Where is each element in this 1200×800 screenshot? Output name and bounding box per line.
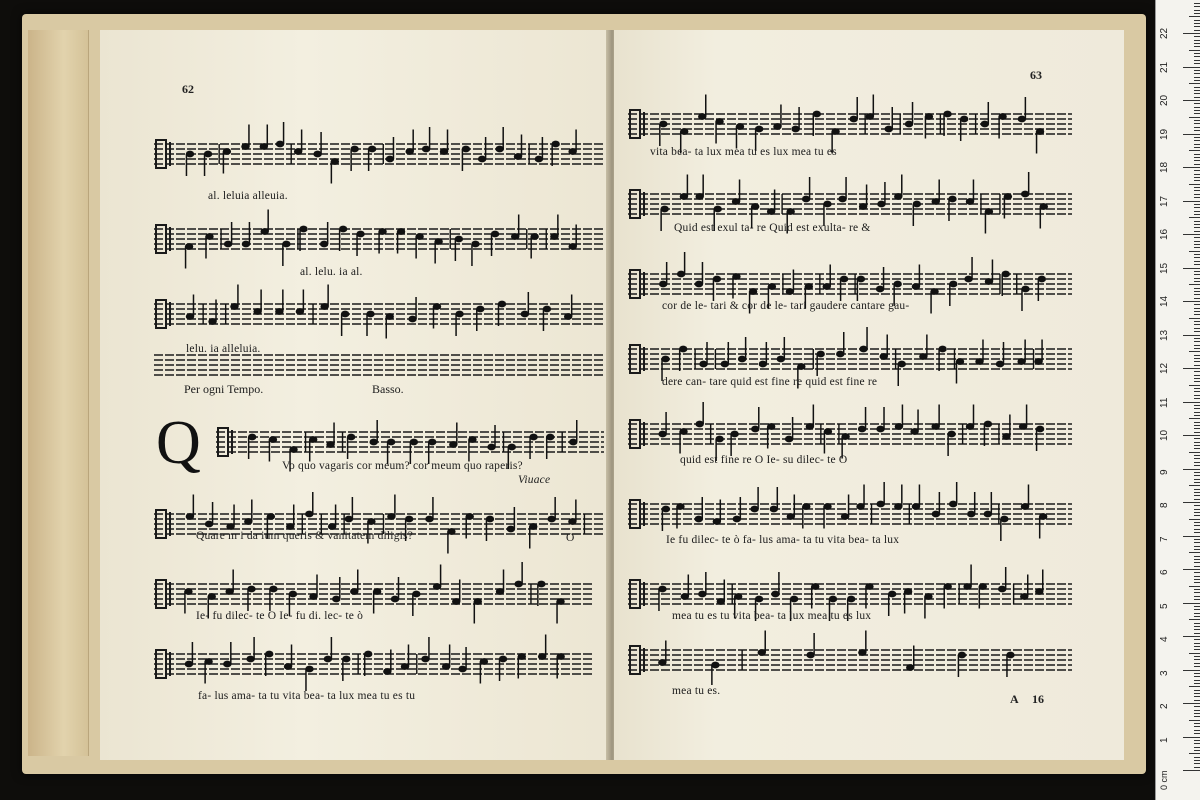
- ruler-tick: [1194, 137, 1200, 138]
- right-page: [614, 30, 1124, 760]
- ruler-tick: [1194, 157, 1200, 158]
- ruler-tick: [1194, 646, 1200, 647]
- ruler-tick: [1194, 690, 1200, 691]
- ruler-tick: [1194, 298, 1200, 299]
- ruler-tick: [1194, 462, 1200, 463]
- ruler-tick: [1194, 70, 1200, 71]
- ruler-tick: [1194, 247, 1200, 248]
- ruler-tick: [1194, 365, 1200, 366]
- lyric-line: Ie fu dilec- te ò fa- lus ama- ta tu vita bea- ta lux: [666, 534, 900, 546]
- ruler-tick: [1194, 629, 1200, 630]
- ruler-tick: [1194, 3, 1200, 4]
- ruler-tick: [1194, 358, 1200, 359]
- ruler-tick: [1194, 211, 1200, 212]
- ruler-tick: [1194, 542, 1200, 543]
- ruler-tick: [1189, 184, 1200, 185]
- lyric-line: fa- lus ama- ta tu vita bea- ta lux mea tu es tu: [198, 690, 416, 702]
- ruler-tick: [1194, 458, 1200, 459]
- ruler-tick: [1194, 53, 1200, 54]
- ruler-tick: [1194, 241, 1200, 242]
- ruler-tick: [1194, 274, 1200, 275]
- ruler-tick: [1189, 16, 1200, 17]
- ruler-tick: [1194, 341, 1200, 342]
- ruler-tick: [1183, 301, 1200, 302]
- ruler-tick: [1194, 87, 1200, 88]
- ruler-tick: [1194, 716, 1200, 717]
- ruler-tick: [1194, 616, 1200, 617]
- ruler-tick: [1194, 596, 1200, 597]
- ruler-tick: [1194, 381, 1200, 382]
- ruler-tick: [1183, 636, 1200, 637]
- ruler-tick: [1194, 207, 1200, 208]
- ruler-tick: [1194, 77, 1200, 78]
- ruler-tick: [1194, 13, 1200, 14]
- ruler-tick: [1194, 428, 1200, 429]
- ruler-tick: [1194, 348, 1200, 349]
- ruler-tick: [1183, 100, 1200, 101]
- ruler-tick: [1189, 284, 1200, 285]
- ruler-tick: [1189, 83, 1200, 84]
- ruler-tick: [1194, 713, 1200, 714]
- tempo-marking: Viuace: [518, 474, 551, 486]
- ruler-cm-label: 14: [1159, 295, 1170, 307]
- ruler-tick: [1194, 683, 1200, 684]
- ruler-tick: [1189, 485, 1200, 486]
- ruler-cm-label: 4: [1159, 636, 1170, 642]
- ruler-tick: [1194, 231, 1200, 232]
- ruler-tick: [1194, 46, 1200, 47]
- ruler-tick: [1194, 177, 1200, 178]
- ruler-tick: [1194, 747, 1200, 748]
- ruler-tick: [1194, 93, 1200, 94]
- ruler-tick: [1194, 482, 1200, 483]
- ruler-tick: [1194, 763, 1200, 764]
- ruler-tick: [1194, 264, 1200, 265]
- ruler-tick: [1194, 20, 1200, 21]
- ruler-tick: [1194, 442, 1200, 443]
- ruler-tick: [1194, 743, 1200, 744]
- ruler-tick: [1183, 368, 1200, 369]
- ruler-cm-label: 9: [1159, 468, 1170, 475]
- ruler-cm-label: 19: [1159, 128, 1170, 140]
- ruler-tick: [1194, 60, 1200, 61]
- ruler-tick: [1194, 532, 1200, 533]
- ruler-tick: [1194, 455, 1200, 456]
- ruler-tick: [1194, 723, 1200, 724]
- ruler-tick: [1194, 757, 1200, 758]
- ruler-tick: [1183, 268, 1200, 269]
- ruler-tick: [1194, 559, 1200, 560]
- ruler-tick: [1194, 733, 1200, 734]
- ruler-tick: [1194, 80, 1200, 81]
- ruler-tick: [1194, 147, 1200, 148]
- ruler-tick: [1194, 405, 1200, 406]
- ruler-tick: [1189, 50, 1200, 51]
- ruler-tick: [1194, 328, 1200, 329]
- ruler-tick: [1194, 110, 1200, 111]
- lyric-line: Quare m i da ium queris & vanitatem diligis?: [196, 530, 414, 542]
- ruler-tick: [1194, 288, 1200, 289]
- ruler-tick: [1183, 234, 1200, 235]
- lyric-line: lelu. ia alleluia.: [186, 343, 261, 355]
- ruler-tick: [1189, 150, 1200, 151]
- ruler-tick: [1194, 63, 1200, 64]
- ruler-tick: [1194, 509, 1200, 510]
- ruler-tick: [1194, 123, 1200, 124]
- lyric-line: dere can- tare quid est fine re quid est fine re: [662, 376, 878, 388]
- ruler-tick: [1194, 693, 1200, 694]
- ruler-tick: [1194, 140, 1200, 141]
- ruler-tick: [1189, 552, 1200, 553]
- ruler-tick: [1194, 556, 1200, 557]
- ruler-tick: [1194, 582, 1200, 583]
- ruler-cm-label: 5: [1159, 602, 1170, 609]
- ruler-tick: [1194, 73, 1200, 74]
- ruler-tick: [1194, 599, 1200, 600]
- ruler-tick: [1194, 221, 1200, 222]
- page-number: 63: [1030, 68, 1042, 82]
- ruler-tick: [1194, 26, 1200, 27]
- ruler-tick: [1194, 649, 1200, 650]
- lyric-line: cor de le- tari & cor de le- tari gaudere cantare gau-: [662, 300, 910, 312]
- signature-mark: A: [1010, 692, 1019, 706]
- lyric-line: mea tu es tu vita bea- ta lux mea tu es lux: [672, 610, 872, 622]
- ruler-tick: [1194, 495, 1200, 496]
- ruler-tick: [1194, 395, 1200, 396]
- page-number: 62: [182, 82, 194, 96]
- ruler-tick: [1194, 475, 1200, 476]
- ruler-tick: [1194, 308, 1200, 309]
- ruler-tick: [1194, 23, 1200, 24]
- ruler-tick: [1194, 30, 1200, 31]
- ruler-tick: [1189, 452, 1200, 453]
- ruler-cm-label: 17: [1159, 195, 1170, 207]
- ruler-tick: [1194, 566, 1200, 567]
- ruler-tick: [1194, 589, 1200, 590]
- ruler-tick: [1194, 576, 1200, 577]
- ruler-tick: [1194, 522, 1200, 523]
- ruler-tick: [1189, 418, 1200, 419]
- ruler-tick: [1183, 402, 1200, 403]
- ruler-tick: [1189, 686, 1200, 687]
- ruler-tick: [1194, 592, 1200, 593]
- ruler-tick: [1194, 666, 1200, 667]
- ruler-tick: [1194, 398, 1200, 399]
- ruler-tick: [1194, 740, 1200, 741]
- ruler-cm-label: 8: [1159, 502, 1170, 508]
- ruler-tick: [1183, 737, 1200, 738]
- ruler-tick: [1194, 673, 1200, 674]
- drop-cap-initial: Q: [156, 409, 201, 477]
- ruler-tick: [1194, 113, 1200, 114]
- ruler-cm-label: 6: [1159, 569, 1170, 575]
- music-staff: [154, 480, 604, 560]
- ruler-tick: [1194, 103, 1200, 104]
- ruler-tick: [1194, 696, 1200, 697]
- ruler-tick: [1194, 730, 1200, 731]
- ruler-tick: [1194, 676, 1200, 677]
- ruler-cm-label: 16: [1159, 228, 1170, 240]
- ruler-cm-label: 22: [1159, 27, 1170, 39]
- ruler-tick: [1183, 134, 1200, 135]
- ruler-tick: [1194, 539, 1200, 540]
- ruler-tick: [1194, 529, 1200, 530]
- left-page: [100, 30, 610, 760]
- ruler-tick: [1194, 448, 1200, 449]
- ruler-tick: [1189, 753, 1200, 754]
- ruler-tick: [1189, 586, 1200, 587]
- music-staff: [154, 195, 604, 275]
- ruler-tick: [1194, 512, 1200, 513]
- ruler-tick: [1183, 33, 1200, 34]
- ruler-tick: [1189, 217, 1200, 218]
- ruler-tick: [1194, 492, 1200, 493]
- ruler-tick: [1194, 378, 1200, 379]
- ruler-tick: [1183, 167, 1200, 168]
- ruler-tick: [1194, 606, 1200, 607]
- ruler-tick: [1183, 502, 1200, 503]
- ruler-tick: [1194, 412, 1200, 413]
- ruler-tick: [1189, 619, 1200, 620]
- exclamation: O: [566, 532, 575, 544]
- ruler-tick: [1194, 304, 1200, 305]
- ruler-tick: [1194, 127, 1200, 128]
- ruler-tick: [1194, 174, 1200, 175]
- ruler-cm-label: 3: [1159, 669, 1170, 676]
- ruler-cm-label: 1: [1159, 736, 1170, 743]
- music-staff: [154, 620, 594, 700]
- ruler-tick: [1194, 281, 1200, 282]
- page-block-edge: [28, 30, 89, 756]
- ruler-tick: [1194, 613, 1200, 614]
- ruler-tick: [1194, 43, 1200, 44]
- ruler-tick: [1194, 489, 1200, 490]
- ruler-tick: [1194, 388, 1200, 389]
- ruler-tick: [1194, 261, 1200, 262]
- ruler-tick: [1183, 469, 1200, 470]
- ruler-tick: [1194, 271, 1200, 272]
- ruler-tick: [1194, 90, 1200, 91]
- ruler-tick: [1194, 345, 1200, 346]
- ruler-tick: [1194, 97, 1200, 98]
- ruler-tick: [1194, 170, 1200, 171]
- ruler-tick: [1194, 408, 1200, 409]
- empty-staff: [154, 330, 604, 390]
- ruler-tick: [1189, 117, 1200, 118]
- ruler-tick: [1194, 244, 1200, 245]
- ruler-tick: [1183, 201, 1200, 202]
- ruler-tick: [1194, 36, 1200, 37]
- ruler-tick: [1194, 546, 1200, 547]
- ruler-tick: [1189, 318, 1200, 319]
- ruler-tick: [1194, 214, 1200, 215]
- ruler-tick: [1194, 375, 1200, 376]
- ruler-tick: [1194, 257, 1200, 258]
- ruler-tick: [1194, 144, 1200, 145]
- ruler-tick: [1194, 197, 1200, 198]
- ruler-tick: [1194, 579, 1200, 580]
- ruler-tick: [1194, 314, 1200, 315]
- ruler-tick: [1194, 499, 1200, 500]
- ruler-tick: [1194, 190, 1200, 191]
- ruler-cm-label: 15: [1159, 262, 1170, 274]
- ruler-tick: [1183, 536, 1200, 537]
- ruler-cm-label: 12: [1159, 362, 1170, 374]
- ruler-tick: [1194, 254, 1200, 255]
- ruler-unit-label: 0 cm: [1159, 770, 1169, 790]
- ruler-tick: [1194, 294, 1200, 295]
- ruler-tick: [1194, 425, 1200, 426]
- signature-number: 16: [1032, 692, 1044, 706]
- ruler-tick: [1194, 750, 1200, 751]
- ruler-tick: [1189, 653, 1200, 654]
- ruler-tick: [1194, 154, 1200, 155]
- ruler-tick: [1189, 351, 1200, 352]
- ruler-tick: [1194, 549, 1200, 550]
- ruler-tick: [1194, 680, 1200, 681]
- ruler-cm-label: 20: [1159, 94, 1170, 106]
- ruler-tick: [1183, 670, 1200, 671]
- ruler-tick: [1194, 479, 1200, 480]
- ruler-tick: [1194, 445, 1200, 446]
- ruler-tick: [1194, 415, 1200, 416]
- ruler-tick: [1194, 291, 1200, 292]
- ruler-tick: [1194, 10, 1200, 11]
- ruler-tick: [1194, 180, 1200, 181]
- ruler-tick: [1194, 120, 1200, 121]
- ruler-tick: [1189, 519, 1200, 520]
- lyric-line: vita bea- ta lux mea tu es lux mea tu es: [650, 146, 837, 158]
- lyric-line: Quid est exul ta- re Quid est exulta- re &: [674, 222, 871, 234]
- ruler-cm-label: 18: [1159, 161, 1170, 173]
- ruler-tick: [1194, 338, 1200, 339]
- section-caption: Per ogni Tempo.: [184, 382, 264, 396]
- lyric-line: mea tu es.: [672, 685, 721, 697]
- ruler-tick: [1194, 371, 1200, 372]
- ruler-tick: [1194, 643, 1200, 644]
- ruler-tick: [1194, 164, 1200, 165]
- ruler-cm-label: 13: [1159, 329, 1170, 341]
- ruler-tick: [1194, 422, 1200, 423]
- ruler-cm-label: 21: [1159, 61, 1170, 73]
- lyric-line: Vo quo vagaris cor meum? cor meum quo raperis?: [282, 460, 523, 472]
- ruler-tick: [1194, 639, 1200, 640]
- ruler-tick: [1183, 335, 1200, 336]
- ruler-tick: [1194, 659, 1200, 660]
- lyric-line: Ie- fu dilec- te O Ie- fu di. lec- te ò: [196, 610, 364, 622]
- ruler-tick: [1183, 703, 1200, 704]
- measurement-ruler: [1155, 0, 1200, 800]
- ruler-tick: [1194, 331, 1200, 332]
- ruler-tick: [1194, 194, 1200, 195]
- ruler-cm-label: 10: [1159, 429, 1170, 441]
- ruler-tick: [1194, 472, 1200, 473]
- ruler-tick: [1183, 770, 1200, 771]
- ruler-tick: [1194, 760, 1200, 761]
- lyric-line: quid est fine re O Ie- su dilec- te O: [680, 454, 848, 466]
- ruler-tick: [1194, 187, 1200, 188]
- lyric-line: al. leluia alleuia.: [208, 190, 288, 202]
- ruler-tick: [1194, 324, 1200, 325]
- ruler-tick: [1194, 726, 1200, 727]
- ruler-tick: [1194, 130, 1200, 131]
- ruler-cm-label: 2: [1159, 703, 1170, 709]
- lyric-line: al. lelu. ia al.: [300, 266, 363, 278]
- voice-caption: Basso.: [372, 382, 404, 396]
- ruler-tick: [1194, 562, 1200, 563]
- ruler-tick: [1194, 160, 1200, 161]
- ruler-tick: [1194, 572, 1200, 573]
- ruler-tick: [1194, 525, 1200, 526]
- ruler-tick: [1189, 385, 1200, 386]
- ruler-tick: [1194, 107, 1200, 108]
- ruler-tick: [1194, 40, 1200, 41]
- ruler-tick: [1194, 700, 1200, 701]
- ruler-tick: [1194, 227, 1200, 228]
- ruler-tick: [1194, 465, 1200, 466]
- ruler-tick: [1194, 663, 1200, 664]
- ruler-tick: [1194, 361, 1200, 362]
- ruler-tick: [1194, 706, 1200, 707]
- ruler-tick: [1189, 251, 1200, 252]
- ruler-tick: [1183, 603, 1200, 604]
- ruler-tick: [1194, 224, 1200, 225]
- ruler-tick: [1194, 432, 1200, 433]
- ruler-tick: [1194, 311, 1200, 312]
- ruler-tick: [1194, 438, 1200, 439]
- ruler-tick: [1194, 515, 1200, 516]
- ruler-tick: [1194, 623, 1200, 624]
- ruler-tick: [1194, 656, 1200, 657]
- ruler-tick: [1189, 720, 1200, 721]
- ruler-tick: [1194, 278, 1200, 279]
- ruler-tick: [1194, 56, 1200, 57]
- ruler-cm-label: 7: [1159, 535, 1170, 542]
- ruler-tick: [1194, 6, 1200, 7]
- ruler-tick: [1194, 204, 1200, 205]
- music-staff: [154, 110, 604, 190]
- ruler-tick: [1194, 237, 1200, 238]
- ruler-tick: [1194, 767, 1200, 768]
- ruler-tick: [1183, 435, 1200, 436]
- ruler-tick: [1194, 626, 1200, 627]
- ruler-tick: [1194, 391, 1200, 392]
- ruler-tick: [1183, 569, 1200, 570]
- ruler-tick: [1194, 321, 1200, 322]
- ruler-tick: [1194, 355, 1200, 356]
- ruler-tick: [1194, 710, 1200, 711]
- ruler-tick: [1194, 633, 1200, 634]
- ruler-tick: [1183, 67, 1200, 68]
- ruler-tick: [1194, 505, 1200, 506]
- ruler-tick: [1194, 609, 1200, 610]
- music-staff: [628, 625, 1072, 685]
- ruler-cm-label: 11: [1159, 397, 1170, 408]
